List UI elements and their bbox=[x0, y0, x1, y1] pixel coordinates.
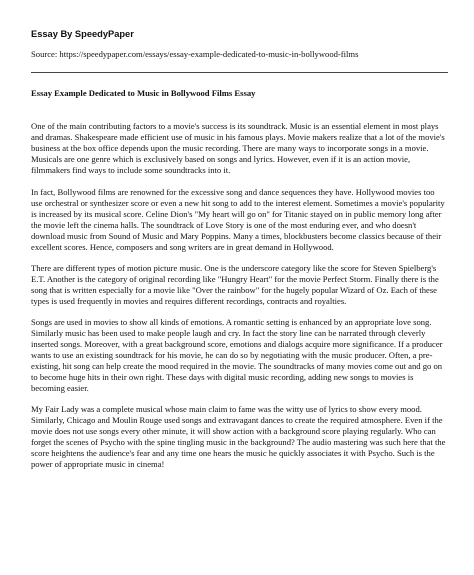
source-line bbox=[31, 49, 448, 60]
essay-paragraph-4: Songs are used in movies to show all kinds of emotions. A romantic setting is enhanced by an appropriate love song. Similarly music has been used to make people laugh and cry. In fact the story line can be narrated through cleverly inserted songs. Moreover, with a great background score, emotions and dialogs acquire more significance. If a producer wants to use an existing soundtrack for his movie, he can do so by negotiating with the music producer. Often, a pre-existing, hit song can help create the mood required in the movie. The soundtracks of many movies come out and go on to become huge hits in their own right. These days with digital music recording, adding new songs to movies is becoming easier. bbox=[31, 317, 443, 393]
essay-paragraph-1: One of the main contributing factors to a movie's success is its soundtrack. Music is an essential element in most plays and dramas. Shakespeare made efficient use of music in his famous plays. Movie makers realize that a lot of the movie's business at the box office depends upon the music recording. There are many ways to incorporate songs in a movie. Musicals are one genre which is exclusively based on songs and lyrics. However, even if it is an action movie, filmmakers find ways to include some soundtracks into it. bbox=[31, 121, 445, 175]
source-label: Source: bbox=[31, 49, 58, 59]
brand-title: Essay By SpeedyPaper bbox=[31, 29, 134, 39]
source-url-link[interactable]: https://speedypaper.com/essays/essay-example-dedicated-to-music-in-bollywood-films bbox=[59, 49, 359, 59]
essay-paragraph-2: In fact, Bollywood films are renowned for the excessive song and dance sequences they have. Hollywood movies too use orchestral or synthesizer score or even a new hit song to add to the interest element. Sometimes a movie's popularity is increased by its musical score. Celine Dion's "My heart will go on" for Titanic stayed on in public memory long after the movie left the cinema halls. The soundtrack of Love Story is one of the most enduring ever, and who doesn't download music from Sound of Music and Mary Poppins. Many a times, blockbusters become classics because of their excellent scores. Hence, composers and song writers are in great demand in Hollywood. bbox=[31, 187, 445, 252]
essay-paragraph-3: There are different types of motion picture music. One is the underscore category like the score for Steven Spielberg's E.T. Another is the category of original recording like "Hungry Heart" for the movie Perfect Storm. Finally there is the song that is written especially for a movie like "Over the rainbow" for the hugely popular Wizard of Oz. Each of these types is used frequently in movies and requires different recordings, contracts and royalties. bbox=[31, 263, 439, 306]
essay-paragraph-5: My Fair Lady was a complete musical whose main claim to fame was the witty use of lyrics to show every mood. Similarly, Chicago and Moulin Rouge used songs and extravagant dances to create the required atmosphere. Even if the movie does not use songs every other minute, it will show action with a background score playing regularly. Who can forget the scenes of Psycho with the spine tingling music in the background? The audio mastering was such here that the score heightens the audience's fear and any time one hears the music he quickly associates it with Psycho. Such is the power of appropriate music in cinema! bbox=[31, 404, 446, 469]
essay-title: Essay Example Dedicated to Music in Bollywood Films Essay bbox=[31, 88, 256, 98]
header-divider bbox=[31, 72, 448, 73]
